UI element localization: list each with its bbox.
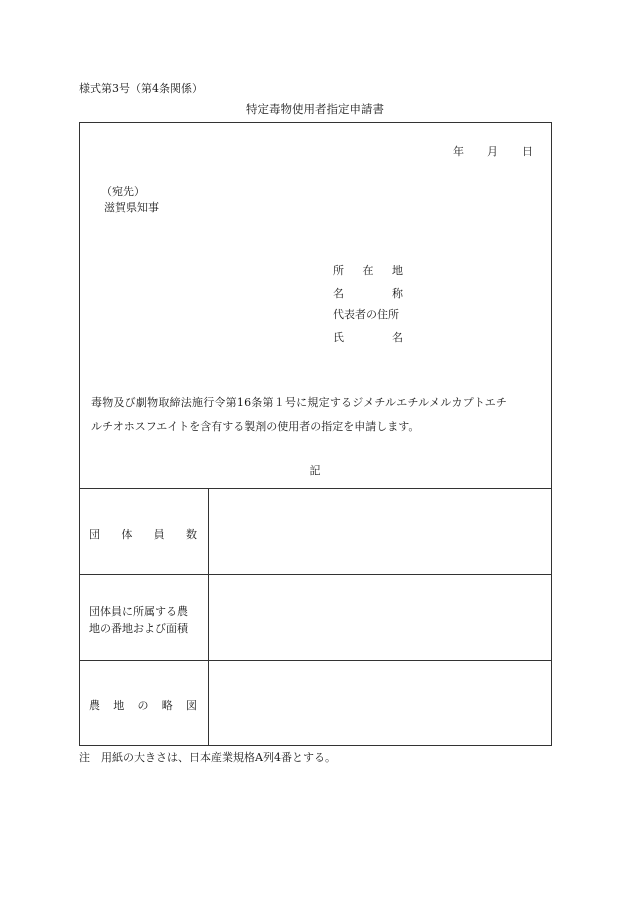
row-label-char: 農 (89, 699, 100, 712)
date-month-label: 月 (487, 145, 498, 158)
row-label-char: 団 (89, 528, 100, 541)
table-divider-top (79, 488, 552, 489)
table-column-divider (208, 488, 209, 746)
applicant-representative-label (333, 306, 403, 322)
footnote: 注 用紙の大きさは、日本産業規格A列4番とする。 (79, 751, 336, 764)
applicant-address-char: 在 (362, 264, 374, 277)
applicant-representative-text: 代表者の住所 (333, 308, 399, 321)
row-label-farmland-line-1: 団体員に所属する農 (89, 605, 188, 618)
row-label-farmland-line-2: 地の番地および面積 (89, 622, 188, 635)
table-divider-row1 (79, 574, 552, 575)
applicant-address-char: 地 (392, 264, 403, 277)
row-label-member-count (89, 526, 197, 542)
table-divider-row2 (79, 660, 552, 661)
row-label-char: 員 (153, 528, 165, 541)
row-label-char: 略 (161, 699, 173, 712)
applicant-person-char: 氏 (333, 331, 344, 344)
row-label-char: 体 (121, 528, 133, 541)
document-title: 特定毒物使用者指定申請書 (246, 102, 384, 116)
form-box (79, 122, 552, 746)
addressee-note: （宛先） (101, 185, 145, 198)
applicant-address-char: 所 (333, 264, 344, 277)
applicant-person-label (333, 329, 403, 345)
date-year-label: 年 (453, 145, 464, 158)
body-text-line-1: 毒物及び劇物取締法施行令第16条第１号に規定するジメチルエチルメルカプトエチ (91, 396, 508, 409)
row-label-char: 地 (113, 699, 125, 712)
row-label-char: 図 (186, 699, 197, 712)
applicant-address-label (333, 262, 403, 278)
applicant-person-char: 名 (392, 331, 403, 344)
addressee-name: 滋賀県知事 (104, 201, 159, 214)
row-label-char: の (137, 699, 149, 712)
applicant-name-char: 名 (333, 287, 344, 300)
ki-heading: 記 (309, 464, 321, 477)
row-label-farmland-sketch (89, 697, 197, 713)
applicant-name-label (333, 285, 403, 301)
date-day-label: 日 (522, 145, 533, 158)
body-text-line-2: ルチオホスフエイトを含有する製剤の使用者の指定を申請します。 (91, 420, 420, 433)
row-label-char: 数 (185, 528, 197, 541)
applicant-name-char: 称 (392, 287, 403, 300)
form-number: 様式第3号（第4条関係） (79, 82, 203, 95)
